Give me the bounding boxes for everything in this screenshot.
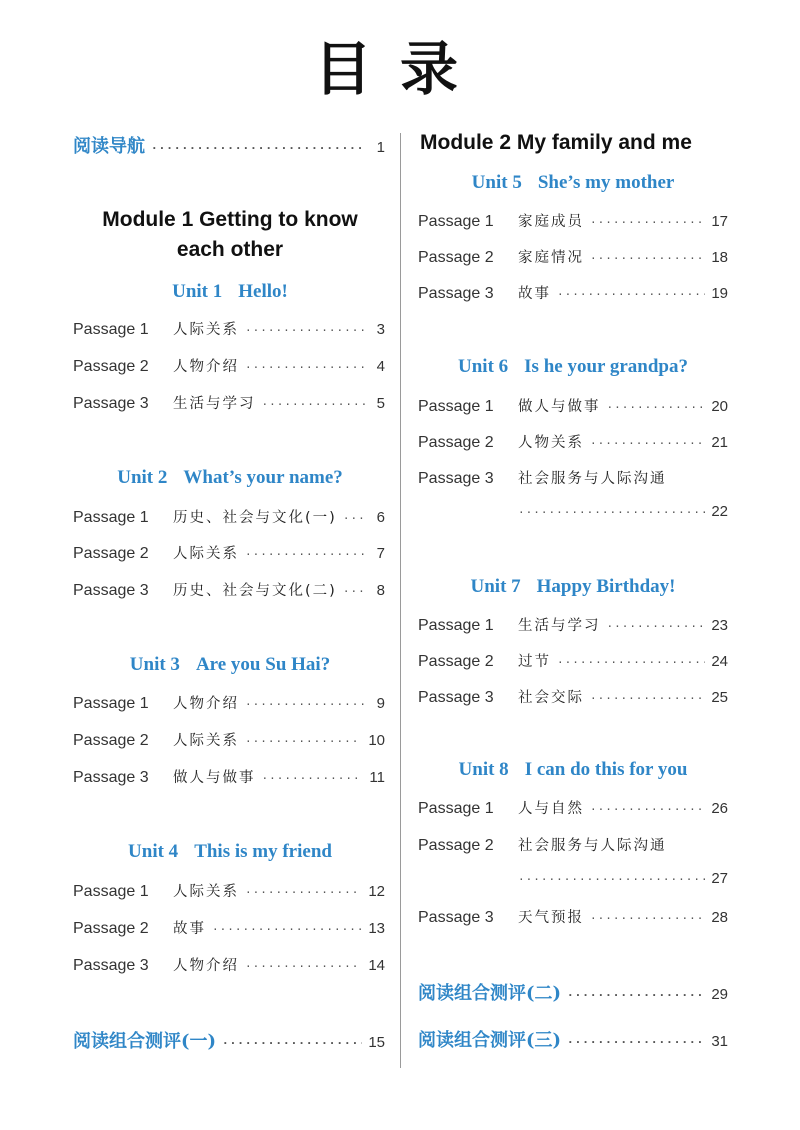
test-title: 阅读组合测评(二) [418,983,562,1004]
unit-name: Hello! [238,281,288,302]
passage-label: Passage 1 [73,695,149,712]
passage-label: Passage 2 [418,434,494,451]
module-2-title: Module 2 My family and me [420,131,692,154]
passage-title: 人物关系 [518,435,584,451]
unit-label: Unit 4 [128,841,179,862]
passage-label: Passage 3 [418,285,494,302]
page-number: 11 [369,769,385,786]
passage-label: Passage 3 [73,769,149,786]
toc-entry-passage[interactable] [418,614,728,638]
column-divider [400,133,401,1068]
unit-2-heading[interactable] [70,467,390,489]
passage-title: 历史、社会与文化(一) [173,510,337,526]
test-title: 阅读组合测评(三) [418,1030,562,1051]
leader-dots [590,216,705,229]
toc-entry-test-3[interactable] [418,1026,728,1052]
passage-label: Passage 3 [73,957,149,974]
reading-nav-title: 阅读导航 [73,136,145,157]
toc-entry-passage[interactable] [73,355,385,379]
passage-title: 人物介绍 [173,696,239,712]
passage-label: Passage 1 [73,883,149,900]
toc-entry-passage[interactable] [418,686,728,710]
passage-label: Passage 2 [73,920,149,937]
leader-dots [343,512,365,525]
leader-dots [245,960,362,973]
toc-entry-test-1[interactable] [73,1027,385,1053]
toc-entry-passage[interactable] [73,766,385,790]
page-number: 29 [711,986,728,1003]
unit-7-heading[interactable] [418,576,728,598]
toc-entry-passage[interactable] [73,954,385,978]
unit-label: Unit 7 [470,576,521,597]
module-1-title-line1: Module 1 Getting to know [102,208,358,231]
leader-dots [245,361,365,374]
leader-dots [607,401,706,414]
leader-dots [343,585,365,598]
page-number: 22 [711,503,728,520]
toc-entry-passage[interactable] [418,467,728,491]
passage-label: Passage 2 [73,545,149,562]
unit-3-heading[interactable] [70,654,390,676]
passage-title: 家庭情况 [518,250,584,266]
passage-title: 人际关系 [173,546,239,562]
toc-entry-continuation[interactable] [518,870,728,894]
page-number: 5 [376,395,385,412]
passage-label: Passage 2 [418,653,494,670]
page-number: 1 [376,139,385,156]
page-number: 13 [368,920,385,937]
unit-1-heading[interactable] [70,281,390,303]
unit-name: Are you Su Hai? [195,654,331,675]
page-number: 27 [711,870,728,887]
passage-title: 人际关系 [173,884,239,900]
toc-entry-passage[interactable] [418,395,728,419]
unit-label: Unit 8 [458,759,509,780]
passage-title: 生活与学习 [173,396,256,412]
page-number: 24 [711,653,728,670]
unit-6-heading[interactable] [418,356,728,378]
passage-label: Passage 1 [418,800,494,817]
page-number: 31 [711,1033,728,1050]
passage-label: Passage 1 [418,213,494,230]
page-number: 12 [368,883,385,900]
passage-title: 故事 [518,286,551,302]
passage-label: Passage 1 [418,398,494,415]
unit-name: I can do this for you [524,759,688,780]
passage-title: 历史、社会与文化(二) [173,583,337,599]
toc-entry-passage[interactable] [418,834,728,858]
unit-name: Is he your grandpa? [524,356,688,377]
unit-label: Unit 5 [471,172,522,193]
page-number: 17 [711,213,728,230]
page-number: 8 [376,582,385,599]
unit-label: Unit 3 [129,654,180,675]
passage-label: Passage 2 [73,732,149,749]
passage-title: 社会服务与人际沟通 [518,838,667,854]
page-number: 15 [368,1034,385,1051]
toc-entry-passage[interactable] [418,210,728,234]
leader-dots [567,1036,705,1049]
leader-dots [567,989,705,1002]
leader-dots [245,548,365,561]
toc-entry-passage[interactable] [73,579,385,603]
leader-dots [245,324,365,337]
passage-title: 人物介绍 [173,958,239,974]
leader-dots [212,923,362,936]
passage-title: 人与自然 [518,801,584,817]
passage-label: Passage 1 [418,617,494,634]
leader-dots [590,912,705,925]
passage-title: 社会服务与人际沟通 [518,471,667,487]
toc-entry-passage[interactable] [73,880,385,904]
unit-5-heading[interactable] [418,172,728,194]
passage-title: 人际关系 [173,322,239,338]
page-number: 23 [711,617,728,634]
toc-entry-passage[interactable] [73,392,385,416]
passage-label: Passage 3 [73,395,149,412]
toc-entry-passage[interactable] [73,729,385,753]
leader-dots [262,772,364,785]
module-1-title [70,205,390,265]
page-number: 14 [368,957,385,974]
page-number: 25 [711,689,728,706]
passage-label: Passage 3 [418,470,494,487]
passage-label: Passage 3 [418,909,494,926]
leader-dots [557,656,705,669]
leader-dots [222,1037,362,1050]
page-number: 20 [711,398,728,415]
unit-name: Happy Birthday! [536,576,676,597]
leader-dots [590,692,705,705]
toc-entry-passage[interactable] [418,906,728,930]
passage-title: 做人与做事 [518,399,601,415]
passage-label: Passage 2 [73,358,149,375]
toc-entry-passage[interactable] [73,506,385,530]
page-number: 3 [376,321,385,338]
passage-title: 生活与学习 [518,618,601,634]
unit-label: Unit 1 [172,281,223,302]
module-1-title-line2: each other [176,238,284,261]
toc-entry-passage[interactable] [73,542,385,566]
leader-dots [590,252,705,265]
toc-entry-continuation[interactable] [518,503,728,527]
leader-dots [151,142,365,155]
leader-dots [590,803,705,816]
leader-dots [557,288,705,301]
toc-entry-passage[interactable] [418,246,728,270]
leader-dots [245,735,362,748]
passage-label: Passage 1 [73,321,149,338]
page-number: 7 [376,545,385,562]
test-title: 阅读组合测评(一) [73,1031,217,1052]
page-number: 6 [376,509,385,526]
leader-dots [590,437,705,450]
unit-label: Unit 6 [458,356,509,377]
passage-title: 人物介绍 [173,359,239,375]
passage-title: 过节 [518,654,551,670]
page-number: 10 [368,732,385,749]
toc-entry-passage[interactable] [418,431,728,455]
page-number: 9 [376,695,385,712]
passage-title: 社会交际 [518,690,584,706]
leader-dots [245,698,365,711]
unit-name: What’s your name? [183,467,343,488]
toc-entry-passage[interactable] [418,650,728,674]
unit-name: She’s my mother [537,172,675,193]
passage-label: Passage 2 [418,249,494,266]
toc-entry-passage[interactable] [418,797,728,821]
toc-entry-passage[interactable] [418,282,728,306]
leader-dots [245,886,362,899]
unit-name: This is my friend [194,841,332,862]
passage-title: 天气预报 [518,910,584,926]
toc-entry-test-2[interactable] [418,979,728,1005]
passage-label: Passage 1 [73,509,149,526]
page-title: 目录 [313,35,486,103]
passage-title: 做人与做事 [173,770,256,786]
leader-dots [607,620,706,633]
page-number: 28 [711,909,728,926]
page-number: 21 [711,434,728,451]
unit-label: Unit 2 [117,467,168,488]
leader-dots [518,873,705,886]
passage-title: 故事 [173,921,206,937]
leader-dots [518,506,705,519]
passage-title: 人际关系 [173,733,239,749]
passage-title: 家庭成员 [518,214,584,230]
toc-entry-reading-nav[interactable] [73,132,385,158]
unit-4-heading[interactable] [70,841,390,863]
page-number: 4 [376,358,385,375]
passage-label: Passage 3 [418,689,494,706]
toc-entry-passage[interactable] [73,318,385,342]
toc-entry-passage[interactable] [73,917,385,941]
passage-label: Passage 2 [418,837,494,854]
leader-dots [262,398,366,411]
page-number: 18 [711,249,728,266]
toc-entry-passage[interactable] [73,692,385,716]
passage-label: Passage 3 [73,582,149,599]
page-number: 26 [711,800,728,817]
unit-8-heading[interactable] [418,759,728,781]
page-number: 19 [711,285,728,302]
